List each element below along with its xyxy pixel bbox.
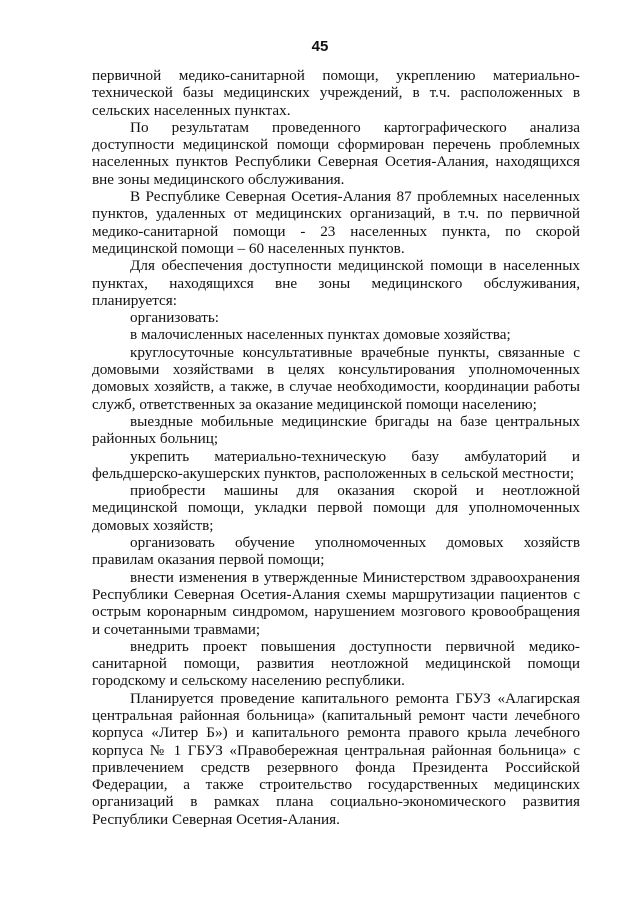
paragraph: внедрить проект повышения доступности первичной медико-санитарной помощи, развития неотложной медицинской помощи городскому и сельскому населению республики. (92, 637, 580, 690)
paragraph: Планируется проведение капитального ремонта ГБУЗ «Алагирская центральная районная больница» (капитальный ремонт части лечебного корпуса «Литер Б») и капитального ремонта правого крыла лечебного корпуса № 1 ГБУЗ «Правобережная центральная районная больница» с привлечением средств резервного фонда Президента Российской Федерации, а также строительство государственных медицинских организаций в рамках плана социально-экономического развития Республики Северная Осетия-Алания. (92, 689, 580, 828)
paragraph: круглосуточные консультативные врачебные пункты, связанные с домовыми хозяйствами в целях консультирования уполномоченных домовых хозяйств, а также, в случае необходимости, координации работы служб, ответственных за оказание медицинской помощи населению; (92, 343, 580, 413)
paragraph: В Республике Северная Осетия-Алания 87 проблемных населенных пунктов, удаленных от медицинских организаций, в т.ч. по первичной медико-санитарной помощи - 23 населенных пункта, по скорой медицинской помощи – 60 населенных пунктов. (92, 188, 580, 257)
paragraph: внести изменения в утвержденные Министерством здравоохранения Республики Северная Осетия-Алания схемы маршрутизации пациентов с острым коронарным синдромом, нарушением мозгового кровообращения и сочетанными травмами; (92, 568, 580, 638)
paragraph: организовать: (130, 309, 220, 327)
paragraph: первичной медико-санитарной помощи, укреплению материально-технической базы медицинских учреждений, в т.ч. расположенных в сельских населенных пунктах. (92, 67, 580, 119)
paragraph: в малочисленных населенных пунктах домовые хозяйства; (130, 326, 511, 344)
page-number: 45 (311, 38, 329, 55)
paragraph: приобрести машины для оказания скорой и неотложной медицинской помощи, укладки первой помощи для уполномоченных домовых хозяйств; (92, 482, 580, 534)
paragraph: укрепить материально-техническую базу амбулаторий и фельдшерско-акушерских пунктов, расположенных в сельской местности; (92, 447, 580, 482)
paragraph: выездные мобильные медицинские бригады на базе центральных районных больниц; (92, 412, 580, 448)
paragraph: организовать обучение уполномоченных домовых хозяйств правилам оказания первой помощи; (92, 534, 580, 569)
paragraph: Для обеспечения доступности медицинской помощи в населенных пунктах, находящихся вне зоны медицинского обслуживания, планируется: (92, 257, 580, 309)
body-text (92, 67, 580, 828)
paragraph: По результатам проведенного картографического анализа доступности медицинской помощи сформирован перечень проблемных населенных пунктов Республики Северная Осетия-Алания, находящихся вне зоны медицинского обслуживания. (92, 118, 580, 188)
